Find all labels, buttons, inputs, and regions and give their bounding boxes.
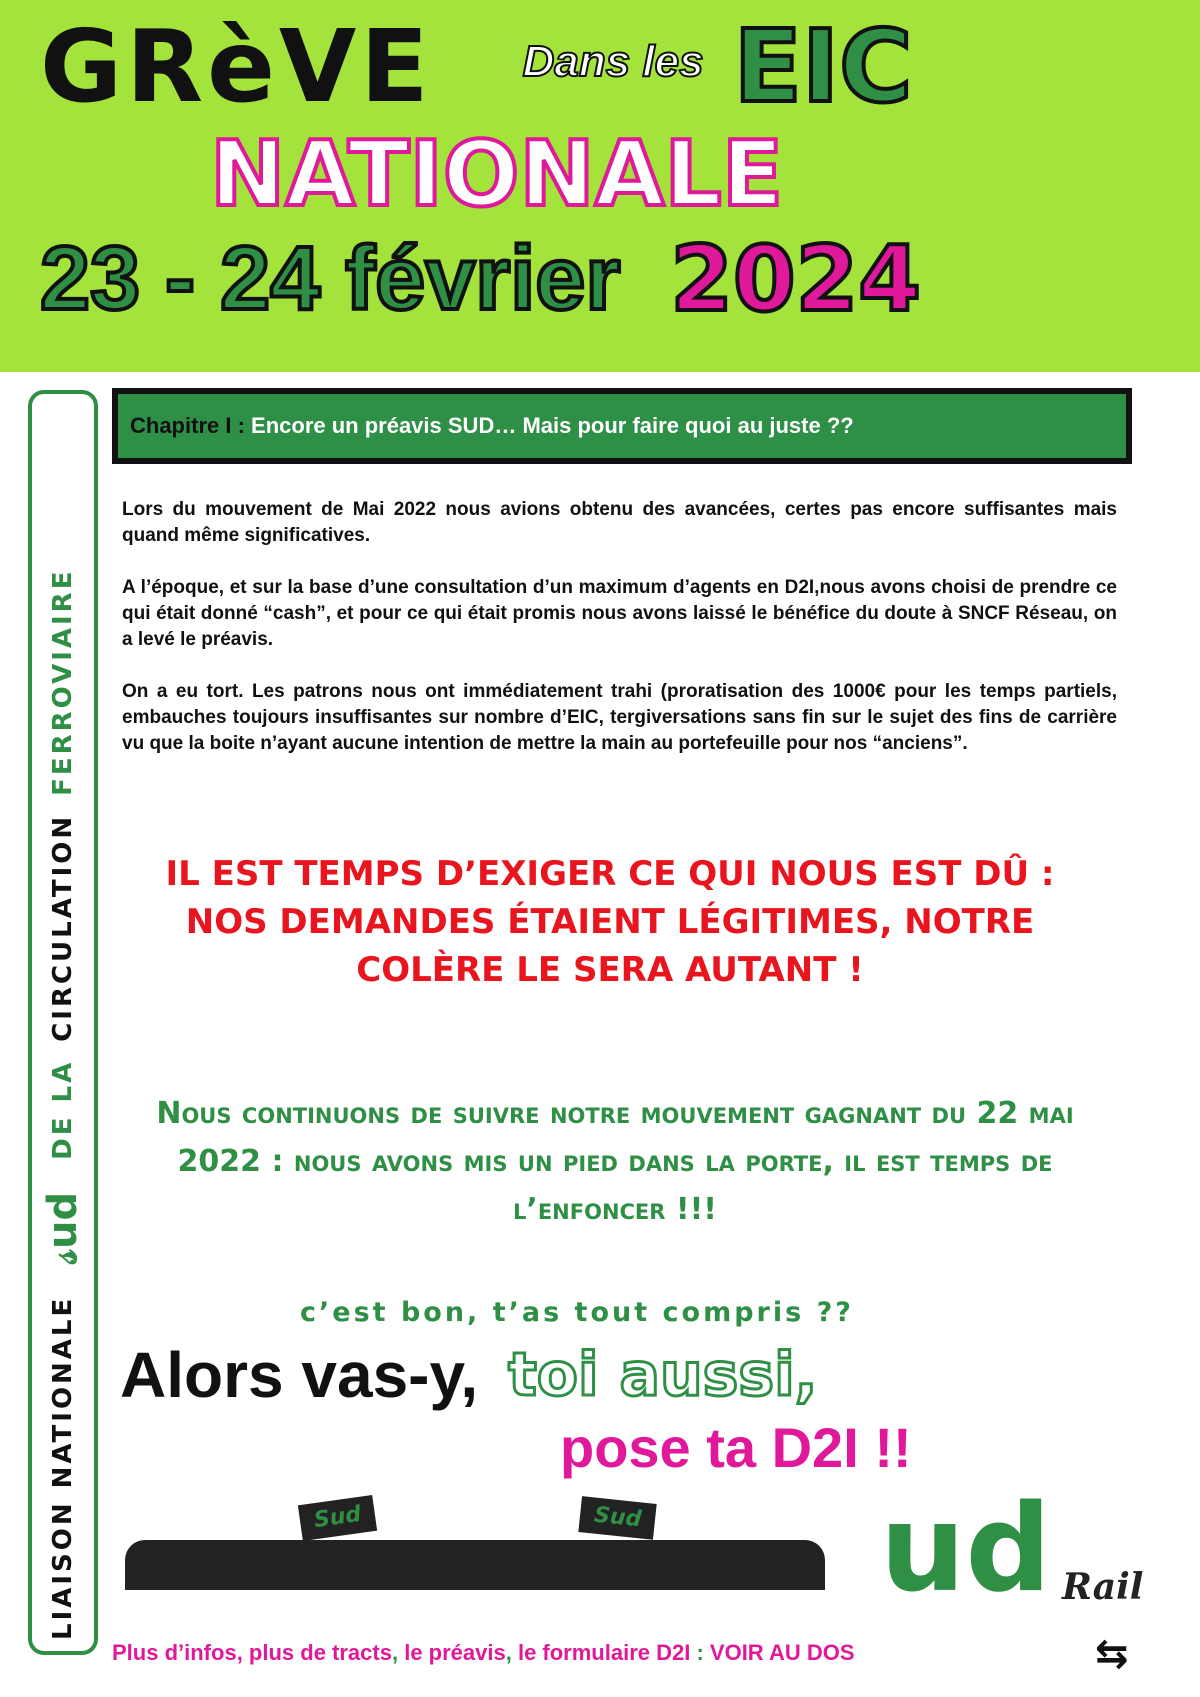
chapter-heading — [112, 388, 1132, 464]
sidebar-part1: LIAISON NATIONALE — [48, 1295, 78, 1640]
green-message: Nous continuons de suivre notre mouvement gagnant du 22 mai 2022 : nous avons mis un pied dans la porte, il est temps de l’enfoncer !!! — [156, 1096, 1074, 1227]
paragraph: Lors du mouvement de Mai 2022 nous avions obtenu des avancées, certes pas encore suffisantes mais quand même significatives. — [122, 499, 1117, 546]
rail-text: Rail — [1062, 1566, 1144, 1608]
alors-text: Alors vas-y, — [120, 1339, 479, 1411]
sidebar-part4: FERROVIAIRE — [48, 568, 78, 796]
title-eic: EIC — [733, 8, 913, 125]
toi-aussi-text: toi aussi, — [508, 1340, 818, 1410]
footer-infos: Plus d’infos — [112, 1640, 237, 1665]
header-banner — [0, 0, 1200, 372]
footer-preavis: le préavis — [404, 1640, 506, 1665]
closing-row — [120, 1338, 817, 1412]
chapter-sep: : — [231, 413, 252, 438]
footer-sep: , — [505, 1640, 518, 1665]
pose-d2i-text: pose ta D2I !! — [560, 1416, 912, 1479]
red-message: IL EST TEMPS D’EXIGER CE QUI NOUS EST DÛ : NOS DEMANDES ÉTAIENT LÉGITIMES, NOTRE COLÈRE LE SERA AUTANT ! — [165, 854, 1055, 990]
sidebar-text — [38, 569, 88, 1640]
sidebar-part2: DE LA — [48, 1059, 78, 1160]
chapter-title: Encore un préavis SUD… Mais pour faire quoi au juste ?? — [251, 413, 854, 438]
turn-page-arrow-icon: ⇆ — [1095, 1631, 1129, 1677]
paragraph: On a eu tort. Les patrons nous ont immédiatement trahi (proratisation des 1000€ pour les temps partiels, embauches toujours insuffisantes sur nombre d’EIC, tergiversations sans fin sur le sujet des fins de carrière vu que la boite n’ayant aucune intention de mettre la main au portefeuille pour nos “anciens”. — [122, 681, 1117, 754]
paragraph: A l’époque, et sur la base d’une consultation d’un maximum d’agents en D2I,nous avons choisi de prendre ce qui était donné “cash”, et pour ce qui était promis nous avons laissé le bénéfice du doute à SNCF Réseau, on a levé le préavis. — [122, 577, 1117, 650]
crowd-silhouette — [125, 1540, 825, 1590]
title-greve: GRèVE — [40, 8, 433, 125]
sud-rail-logo-small: 𝓈ud — [40, 1191, 86, 1264]
flag-sud: Sud — [578, 1496, 657, 1540]
body-text — [122, 497, 1117, 783]
footer-voir-au-dos: VOIR AU DOS — [709, 1640, 855, 1665]
title-dates: 23 - 24 février — [40, 229, 621, 329]
title-year: 2024 — [670, 227, 921, 332]
footer-tracts: plus de tracts — [248, 1640, 392, 1665]
header-row-2 — [40, 122, 1160, 227]
footer-formulaire: le formulaire D2I — [517, 1640, 691, 1665]
chapter-label: Chapitre I — [130, 413, 232, 438]
footer-sep: : — [690, 1640, 710, 1665]
footer-sep: , — [236, 1640, 249, 1665]
title-dans-les: Dans les — [522, 37, 704, 86]
header-row-1 — [40, 8, 1160, 125]
header-row-3 — [40, 227, 1160, 332]
flag-sud: Sud — [298, 1495, 378, 1541]
sud-rail-logo: ud — [880, 1480, 1052, 1619]
sidebar-part3: CIRCULATION — [48, 813, 78, 1042]
footer-sep: , — [391, 1640, 405, 1665]
footer-links — [112, 1638, 855, 1668]
title-nationale: NATIONALE — [210, 122, 784, 227]
compris-text: c’est bon, t’as tout compris ?? — [300, 1297, 854, 1328]
